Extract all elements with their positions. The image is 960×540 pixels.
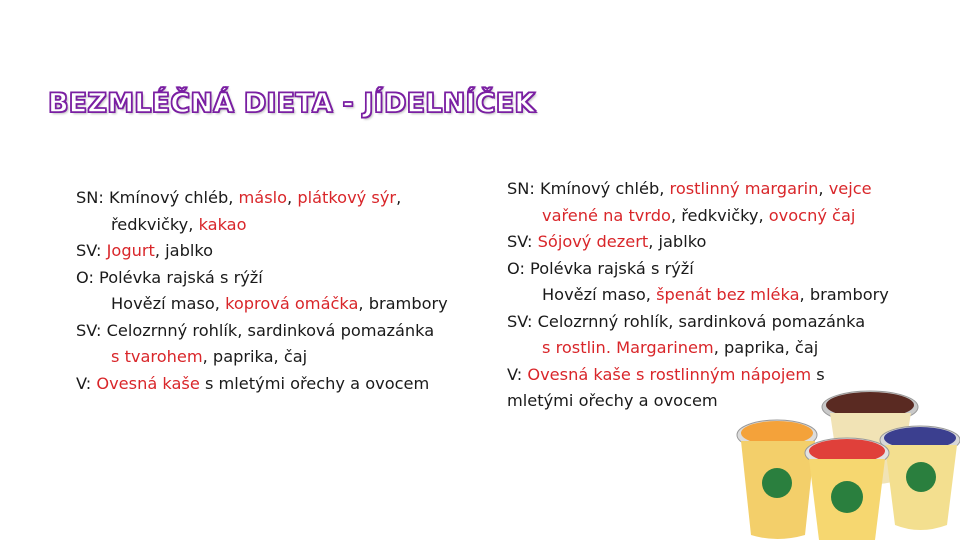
highlighted-food: Jogurt [106,241,155,260]
dessert-cup-right [880,426,960,530]
menu-text: s mletými ořechy a ovocem [199,373,430,393]
menu-text: Hovězí maso, [542,285,657,304]
menu-line [507,256,889,283]
dessert-cup-left [737,420,817,539]
menu-line [76,212,448,239]
highlighted-food: s rostlin. Margarinem [542,338,714,357]
menu-text: O: Polévka rajská s rýží [507,258,694,278]
menu-text: O: Polévka rajská s rýží [76,267,263,287]
highlighted-food: Ovesná kaše [96,373,200,393]
menu-text: V: [76,373,97,393]
menu-line [76,371,448,398]
menu-text: , paprika, čaj [202,347,308,366]
menu-line [76,238,448,265]
menu-line [76,291,448,318]
menu-line [507,309,889,336]
highlighted-food: Sójový dezert [537,232,649,251]
menu-text: , [818,179,829,198]
menu-text: , jablko [154,241,214,260]
highlighted-food: plátkový sýr [297,188,397,207]
menu-line [507,176,889,203]
highlighted-food: koprová omáčka [225,294,359,313]
highlighted-food: kakao [198,214,247,234]
menu-text: , jablko [648,232,707,251]
menu-text: mletými ořechy a ovocem [507,391,718,410]
menu-text: SV: Celozrnný rohlík, sardinková pomazánka [76,320,435,340]
menu-line [76,265,448,292]
menu-text: , ředkvičky, [670,205,769,225]
menu-text: ředkvičky, [111,214,199,234]
highlighted-food: špenát bez mléka [656,285,800,304]
menu-text: , paprika, čaj [713,338,819,357]
menu-line [76,344,448,371]
highlighted-food: ovocný čaj [768,205,856,225]
menu-text: SV: Celozrnný rohlík, sardinková pomazánka [507,311,866,331]
highlighted-food: Ovesná kaše s rostlinným nápojem [527,364,812,384]
menu-text: s [811,364,825,384]
highlighted-food: vařené na tvrdo [542,205,671,225]
menu-text: SV: [507,232,538,251]
menu-text: SN: Kmínový chléb, [507,179,670,198]
menu-line [76,185,448,212]
menu-line [507,203,889,230]
soy-dessert-cups-image [735,385,960,540]
menu-text: V: [507,364,528,384]
page-title: BEZMLÉČNÁ DIETA - JÍDELNÍČEK [48,88,536,119]
menu-text: , [287,188,298,207]
dessert-cup-front [805,438,889,540]
menu-text: SV: [76,241,107,260]
menu-text: , brambory [799,285,889,304]
dairy-menu-column [76,185,448,397]
menu-line [507,282,889,309]
highlighted-food: rostlinný margarin [669,179,819,198]
menu-text: Hovězí maso, [111,294,226,313]
highlighted-food: s tvarohem [111,347,203,366]
menu-line [507,229,889,256]
highlighted-food: máslo [238,188,288,207]
menu-line [507,335,889,362]
menu-text: , brambory [358,294,448,313]
menu-text: SN: Kmínový chléb, [76,188,239,207]
dairy-free-menu-column [507,176,889,415]
highlighted-food: vejce [828,179,872,198]
menu-line [76,318,448,345]
menu-text: , [396,188,402,207]
